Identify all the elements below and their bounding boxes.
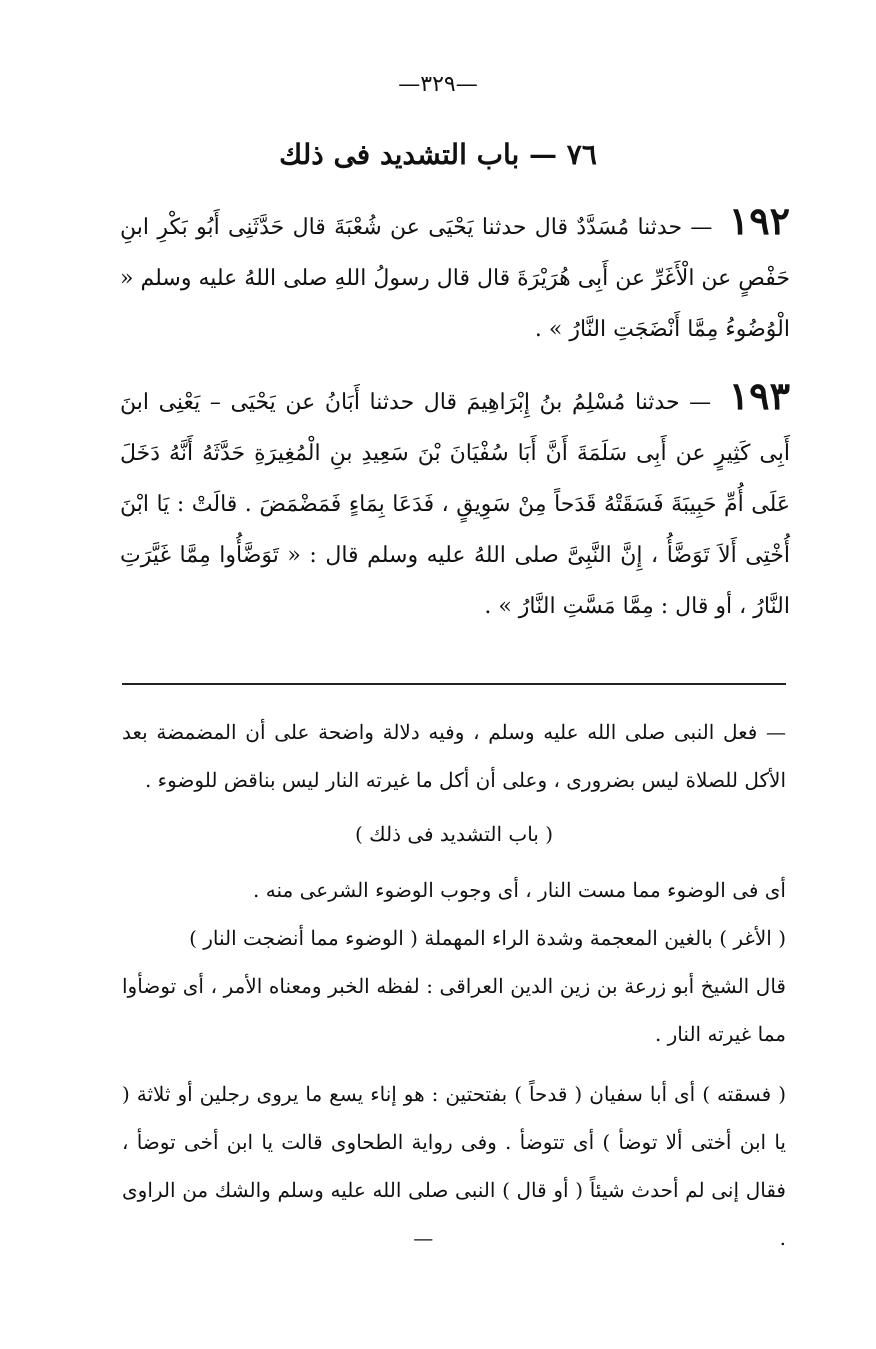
hadith-number: ١٩٢ [728, 198, 791, 243]
commentary-paragraph: قال الشيخ أبو زرعة بن زين الدين العراقى : لفظه الخبر ومعناه الأمر ، أى توضأوا مما غيرته النار . [122, 974, 786, 1046]
hadith-text: — حدثنا مُسْلِمُ بنُ إِبْرَاهِيمَ قال حدثنا أَبَانُ عن يَحْيَى – يَعْنِى ابنَ أَبِى كَثِيرٍ عن أَبِى سَلَمَةَ أَنَّ أَبَا سُفْيَانَ بْنَ سَعِيدِ بنِ الْمُغِيرَةِ حَدَّثَهُ أَنَّهُ دَخَلَ عَلَى أُمِّ حَبِيبَةَ فَسَقَتْهُ قَدَحاً مِنْ سَوِيقٍ ، فَدَعَا بِمَاءٍ فَمَضْمَضَ . قالَتْ : يَا ابْنَ أُخْتِى أَلاَ تَوَضَّأُ ، إِنَّ النَّبِىَّ صلى اللهُ عليه وسلم قال : « تَوَضَّأُوا مِمَّا غَيَّرَتِ النَّارُ ، أو قال : مِمَّا مَسَّتِ النَّارُ » . [120, 390, 790, 619]
commentary [122, 708, 786, 1262]
commentary-paragraph [122, 1070, 786, 1262]
commentary-paragraph: ( الأغر ) بالغين المعجمة وشدة الراء المهملة ( الوضوء مما أنضجت النار ) [189, 926, 786, 950]
hadith-text: — حدثنا مُسَدَّدٌ قال حدثنا يَحْيَى عن شُعْبَةَ قال حَدَّثَنِى أَبُو بَكْرِ ابنِ حَفْصٍ عن الْأَغَرِّ عن أَبِى هُرَيْرَةَ قال قال رسولُ اللهِ صلى اللهُ عليه وسلم « الْوُضُوءُ مِمَّا أَنْضَجَتِ النَّارُ » . [120, 215, 790, 342]
commentary-paragraph: أى فى الوضوء مما مست النار ، أى وجوب الوضوء الشرعى منه . [253, 878, 786, 902]
hadith-193 [120, 370, 790, 632]
commentary-intro: — فعل النبى صلى الله عليه وسلم ، وفيه دلالة واضحة على أن المضمضة بعد الأكل للصلاة ليس بضرورى ، وعلى أن أكل ما غيرته النار ليس بناقض للوضوء . [122, 720, 786, 792]
hadith-192 [120, 195, 790, 355]
chapter-title: ٧٦ — باب التشديد فى ذلك [279, 138, 597, 171]
footnote-divider [122, 683, 786, 685]
page-number: —٣٢٩— [398, 72, 478, 97]
hadith-number: ١٩٣ [728, 373, 790, 418]
commentary-chapter-ref: ( باب التشديد فى ذلك ) [354, 822, 554, 846]
commentary-paragraph-text: ( فسقته ) أى أبا سفيان ( قدحاً ) بفتحتين : هو إناء يسع ما يروى رجلين أو ثلاثة ( يا ابن أختى ألا توضأ ) أى تتوضأ . وفى رواية الطحاوى قالت يا ابن أخى توضأ ، فقال إنى لم أحدث شيئاً ( أو قال ) النبى صلى الله عليه وسلم والشك من الراوى . [122, 1082, 786, 1250]
end-mark: — [413, 1226, 434, 1250]
